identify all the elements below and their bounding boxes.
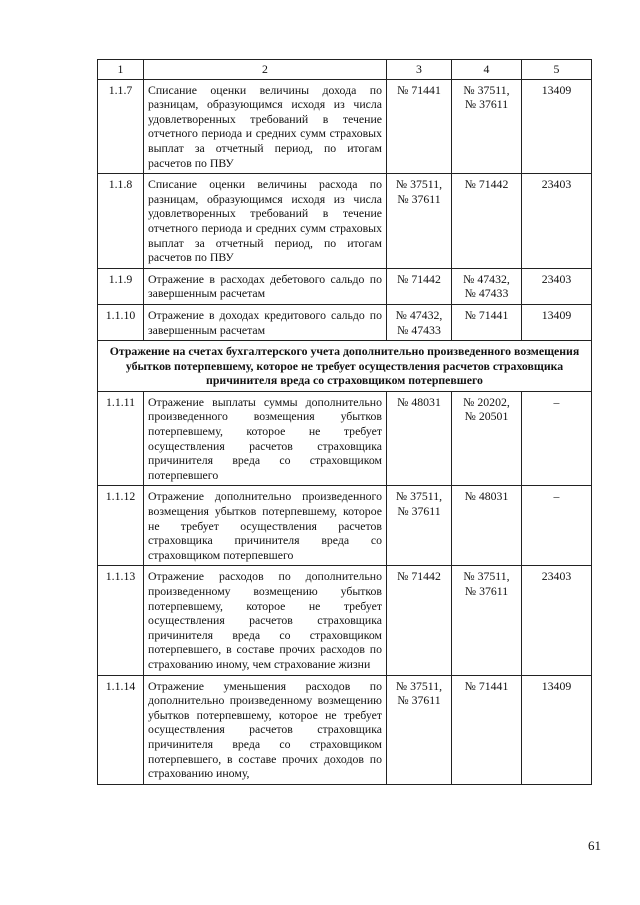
credit-account: № 47432, (463, 271, 510, 286)
debit-accounts (387, 174, 452, 269)
debit-accounts (387, 566, 452, 675)
entry-number: 1.1.8 (98, 174, 144, 269)
credit-account: № 37611 (464, 97, 509, 112)
symbol-code: 23403 (522, 268, 592, 304)
credit-accounts (452, 268, 522, 304)
section-heading-row (98, 341, 592, 392)
debit-account: № 71442 (397, 271, 441, 286)
debit-account: № 71441 (397, 82, 441, 97)
column-header: 2 (144, 60, 387, 80)
debit-accounts (387, 675, 452, 784)
entry-description: Списание оценки величины расхода по разницам, образующимся исходя из числа удовлетворенных требований в течение отчетного периода и средних сумм страховых выплат за отчетный период, по итогам расчетов по ПВУ (144, 174, 387, 269)
entry-number: 1.1.13 (98, 566, 144, 675)
debit-account: № 47433 (397, 322, 441, 337)
debit-accounts (387, 486, 452, 566)
credit-account: № 71442 (464, 177, 509, 192)
column-header: 5 (522, 60, 592, 80)
credit-accounts (452, 174, 522, 269)
entry-number: 1.1.14 (98, 675, 144, 784)
debit-account: № 37511, (395, 177, 443, 192)
accounting-entries-table (97, 59, 592, 785)
debit-account: № 37611 (397, 191, 441, 206)
symbol-code: 13409 (522, 79, 592, 174)
table-row (98, 675, 592, 784)
entry-description: Списание оценки величины дохода по разницам, образующимся исходя из числа удовлетворенных требований в течение отчетного периода и средних сумм страховых выплат за отчетный период, по итогам расчетов по ПВУ (144, 79, 387, 174)
debit-account: № 71442 (397, 569, 441, 584)
debit-accounts (387, 268, 452, 304)
entry-number: 1.1.9 (98, 268, 144, 304)
debit-account: № 47432, (395, 307, 443, 322)
credit-account: № 37611 (464, 584, 509, 598)
debit-accounts (387, 79, 452, 174)
symbol-code: 23403 (522, 566, 592, 675)
symbol-code: – (522, 486, 592, 566)
debit-account: № 37611 (397, 504, 441, 519)
debit-account: № 48031 (397, 394, 441, 409)
column-header: 4 (452, 60, 522, 80)
column-header: 3 (387, 60, 452, 80)
credit-accounts (452, 391, 522, 486)
credit-account: № 37511, (463, 569, 510, 584)
entry-description: Отражение в доходах кредитового сальдо по завершенным расчетам (144, 304, 387, 340)
entry-number: 1.1.10 (98, 304, 144, 340)
entry-description: Отражение выплаты суммы дополнительно произведенного возмещения убытков потерпевшему, которое не требует осуществления расчетов страховщика причинителя вреда со страховщиком потерпевшего (144, 391, 387, 486)
credit-account: № 20501 (464, 409, 509, 424)
entry-description: Отражение уменьшения расходов по дополнительно произведенному возмещению убытков потерпевшему, которое не требует осуществления расчетов страховщика причинителя вреда со страховщиком потерпевшего, в составе прочих доходов по страхованию иному, (144, 675, 387, 784)
table-header-row (98, 60, 592, 80)
debit-accounts (387, 391, 452, 486)
table-row (98, 566, 592, 675)
credit-accounts (452, 79, 522, 174)
credit-account: № 48031 (464, 489, 509, 504)
entry-number: 1.1.12 (98, 486, 144, 566)
credit-accounts (452, 486, 522, 566)
symbol-code: 13409 (522, 675, 592, 784)
credit-account: № 47433 (464, 286, 509, 301)
entry-description: Отражение дополнительно произведенного возмещения убытков потерпевшему, которое не требует осуществления расчетов страховщика причинителя вреда со страховщиком потерпевшего (144, 486, 387, 566)
debit-accounts (387, 304, 452, 340)
credit-account: № 20202, (463, 394, 510, 409)
credit-accounts (452, 304, 522, 340)
debit-account: № 37511, (395, 678, 443, 693)
credit-account: № 37511, (463, 82, 510, 97)
debit-account: № 37511, (395, 489, 443, 504)
entry-description: Отражение в расходах дебетового сальдо по завершенным расчетам (144, 268, 387, 304)
symbol-code: 23403 (522, 174, 592, 269)
column-header: 1 (98, 60, 144, 80)
table-row (98, 304, 592, 340)
credit-account: № 71441 (464, 307, 509, 322)
symbol-code: 13409 (522, 304, 592, 340)
table-row (98, 79, 592, 174)
debit-account: № 37611 (397, 693, 441, 708)
table-row (98, 174, 592, 269)
symbol-code: – (522, 391, 592, 486)
credit-accounts (452, 566, 522, 675)
entry-number: 1.1.11 (98, 391, 144, 486)
entry-description: Отражение расходов по дополнительно произведенному возмещению убытков потерпевшему, которое не требует осуществления расчетов страховщика причинителя вреда со страховщиком потерпевшего, в составе прочих расходов по страхованию иному, чем страхование жизни (144, 566, 387, 675)
table-row (98, 268, 592, 304)
table-row (98, 486, 592, 566)
credit-accounts (452, 675, 522, 784)
credit-account: № 71441 (464, 678, 509, 693)
page-number: 61 (588, 838, 601, 853)
entry-number: 1.1.7 (98, 79, 144, 174)
section-heading: Отражение на счетах бухгалтерского учета дополнительно произведенного возмещения убытков потерпевшему, которое не требует осуществления расчетов страховщика причинителя вреда со страховщиком потерпевшего (98, 341, 592, 392)
table-row (98, 391, 592, 486)
